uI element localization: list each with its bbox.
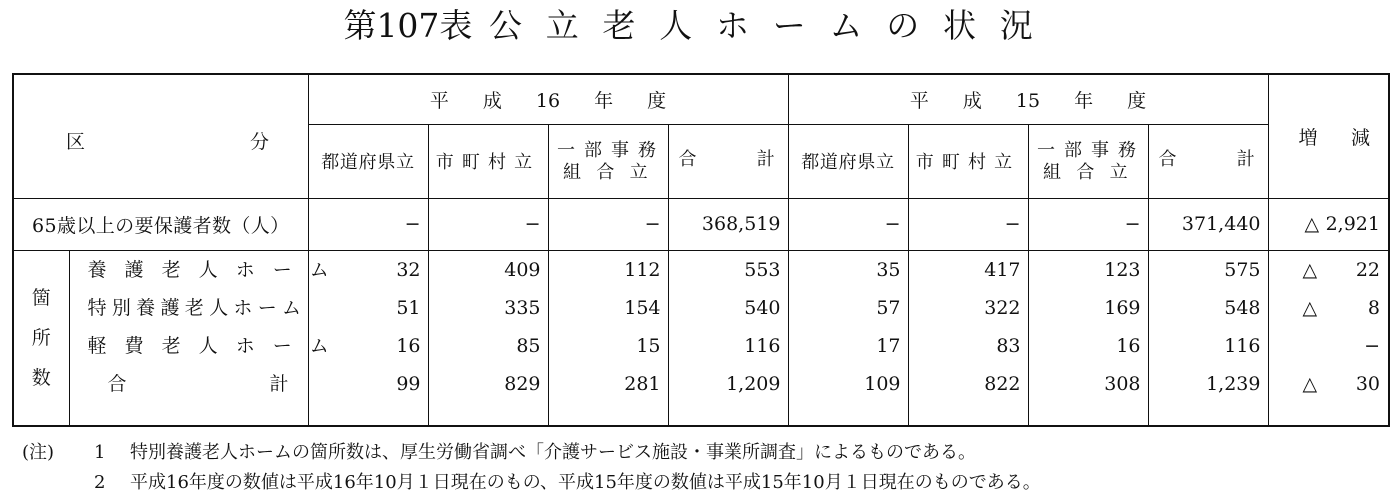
y15-char: 15 [1015,89,1041,112]
y15-char: 平 [909,89,929,112]
total-left-label: 合 [678,148,698,170]
kumiai-line1: 一部事務 [557,140,665,161]
cell-value: 281 [624,372,661,395]
col-values [1028,250,1148,426]
cell-value: 822 [984,372,1021,395]
cell-value: − [308,198,428,250]
col-kumiai-16 [548,124,668,198]
header-kubun [13,74,308,198]
y16-char: 平 [429,89,449,112]
footnote-text: 特別養護老人ホームの箇所数は、厚生労働省調べ「介護サービス施設・事業所調査」によるものである。 [130,442,976,463]
total-left-label: 合 [107,372,127,395]
facility-name: 軽費老人ホーム [87,334,347,357]
decrease-triangle-icon: △ [1304,212,1320,235]
kumiai-line2: 組合立 [1043,162,1143,183]
footnote-row [22,468,1041,498]
cell-value: 368,519 [668,198,788,250]
col-change [1268,250,1389,426]
y15-char: 年 [1074,89,1094,112]
change-value: 30 [1355,372,1380,395]
page-title [0,4,1400,48]
cell-value: 540 [744,296,781,319]
cell-change [1269,289,1389,327]
header-year-15 [788,74,1268,124]
cell-value: 32 [396,258,421,281]
cell-value: 1,239 [1206,372,1261,395]
cell-value: 85 [516,334,541,357]
footnote-text: 平成16年度の数値は平成16年10月１日現在のもの、平成15年度の数値は平成15年10月１日現在のものである。 [130,472,1041,493]
cell-value: 16 [396,334,421,357]
col-values [308,250,428,426]
zougen-right-label: 減 [1350,127,1370,149]
y16-char: 16 [535,89,561,112]
cell-value: 99 [396,372,421,395]
total-right-label: 計 [1236,148,1256,170]
cell-change [1269,327,1389,365]
cell-value: 83 [996,334,1021,357]
table-title: 公立老人ホームの状況 [488,6,1057,45]
cell-change [1269,251,1389,289]
col-kumiai-15 [1028,124,1148,198]
cell-value: 829 [504,372,541,395]
change-value: 8 [1367,296,1380,319]
header-year-16 [308,74,788,124]
cell-value: 169 [1104,296,1141,319]
y16-char: 年 [594,89,614,112]
change-value: 2,921 [1325,212,1380,235]
kasho-char: 所 [31,326,51,349]
col-prefecture-16: 都道府県立 [308,124,428,198]
facility-total-label [70,365,308,403]
cell-value: − [1028,198,1148,250]
cell-value: 57 [876,296,901,319]
municipal-label: 市町村立 [435,152,541,173]
y15-char: 度 [1127,89,1147,112]
table-block-facilities [13,250,1389,426]
cell-value: 109 [864,372,901,395]
cell-value: 154 [624,296,661,319]
cell-value: 417 [984,258,1021,281]
decrease-triangle-icon: △ [1302,296,1318,319]
cell-value: 15 [636,334,661,357]
kasho-char: 数 [31,366,51,389]
y16-char: 成 [482,89,502,112]
col-values [788,250,908,426]
facility-names [69,250,347,426]
zougen-left-label: 増 [1298,127,1318,149]
footnote-number: 2 [94,472,106,493]
cell-value: 16 [1116,334,1141,357]
cell-value: 51 [396,296,421,319]
cell-value: − [548,198,668,250]
col-values [428,250,548,426]
col-total-16 [668,124,788,198]
change-value: 22 [1355,258,1380,281]
cell-value: 548 [1224,296,1261,319]
facility-name: 特別養護老人ホーム [87,296,307,319]
y15-char: 成 [962,89,982,112]
cell-value: 116 [744,334,781,357]
cell-value: − [788,198,908,250]
col-municipal-15 [908,124,1028,198]
cell-value: − [908,198,1028,250]
cell-value: 409 [504,258,541,281]
kasho-char: 箇 [31,286,51,309]
facility-name: 養護老人ホーム [87,258,347,281]
kumiai-line2: 組合立 [563,162,663,183]
row-label-elderly: 65歳以上の要保護者数（人） [13,198,308,250]
cell-value: − [428,198,548,250]
kasho-label [13,250,69,426]
statistics-table [12,73,1390,427]
decrease-triangle-icon: △ [1302,258,1318,281]
decrease-triangle-icon: △ [1302,372,1318,395]
cell-value: 112 [624,258,661,281]
footnote-row [22,438,1041,468]
cell-value: 1,209 [726,372,781,395]
table-number: 第107表 [343,6,473,45]
cell-value: 371,440 [1148,198,1268,250]
municipal-label: 市町村立 [915,152,1021,173]
cell-change [1269,365,1389,403]
cell-value: 575 [1224,258,1261,281]
total-right-label: 計 [269,372,289,395]
col-prefecture-15: 都道府県立 [788,124,908,198]
footnote-mark: (注) [22,442,55,463]
cell-value: 17 [876,334,901,357]
cell-value: 553 [744,258,781,281]
header-zougen [1268,74,1389,198]
change-value: − [1364,334,1380,357]
footnote-number: 1 [94,442,106,463]
kumiai-line1: 一部事務 [1037,140,1145,161]
table-row-elderly [13,198,1389,250]
cell-value: 123 [1104,258,1141,281]
cell-value: 35 [876,258,901,281]
cell-value: 116 [1224,334,1261,357]
cell-value: 335 [504,296,541,319]
cell-value: 322 [984,296,1021,319]
kubun-right-label: 分 [250,131,270,153]
col-values [908,250,1028,426]
total-left-label: 合 [1158,148,1178,170]
cell-change [1268,198,1389,250]
col-total-15 [1148,124,1268,198]
kubun-left-label: 区 [66,131,86,153]
col-values [1148,250,1268,426]
col-values [668,250,788,426]
total-right-label: 計 [756,148,776,170]
footnotes [22,438,1041,498]
col-values [548,250,668,426]
col-municipal-16 [428,124,548,198]
cell-value: 308 [1104,372,1141,395]
y16-char: 度 [647,89,667,112]
